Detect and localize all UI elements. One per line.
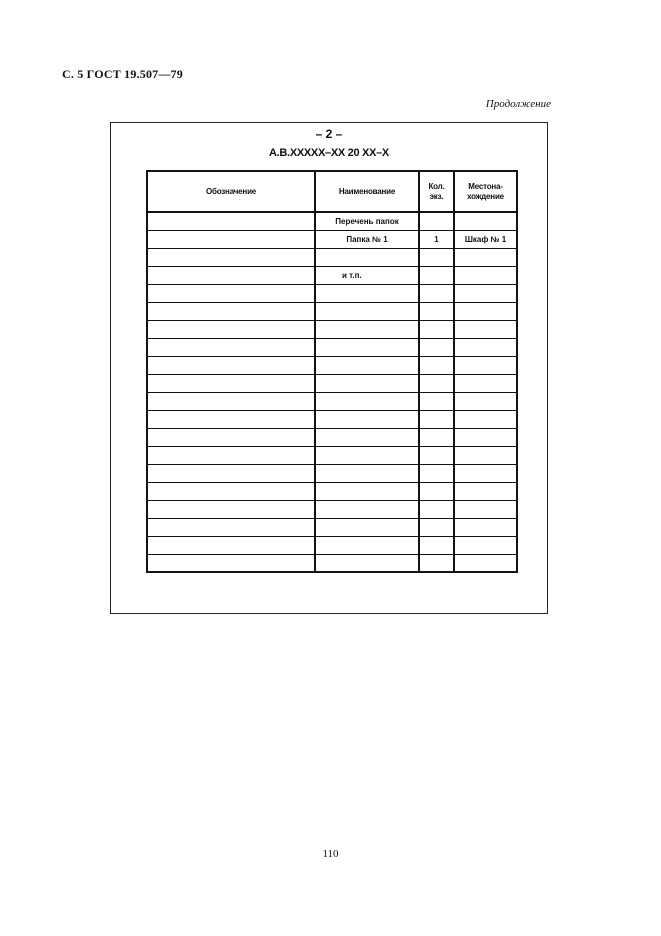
table-row [147, 284, 517, 302]
table-row [147, 464, 517, 482]
cell-designation [147, 248, 315, 266]
cell-location [454, 554, 517, 572]
cell-name [315, 302, 419, 320]
cell-quantity [419, 536, 454, 554]
cell-quantity [419, 284, 454, 302]
cell-quantity [419, 464, 454, 482]
cell-location [454, 518, 517, 536]
cell-name [315, 500, 419, 518]
cell-name [315, 338, 419, 356]
cell-name [315, 536, 419, 554]
table-row [147, 482, 517, 500]
cell-name: Папка № 1 [315, 230, 419, 248]
cell-designation [147, 536, 315, 554]
cell-location [454, 302, 517, 320]
cell-name [315, 428, 419, 446]
cell-quantity [419, 410, 454, 428]
table-row [147, 500, 517, 518]
cell-name [315, 392, 419, 410]
table-row [147, 338, 517, 356]
cell-quantity [419, 482, 454, 500]
cell-quantity [419, 320, 454, 338]
cell-quantity [419, 266, 454, 284]
table-row [147, 212, 517, 230]
table-row [147, 428, 517, 446]
form-frame [110, 122, 548, 614]
cell-name [315, 248, 419, 266]
cell-location [454, 284, 517, 302]
cell-quantity [419, 428, 454, 446]
cell-designation [147, 212, 315, 230]
cell-designation [147, 518, 315, 536]
cell-quantity [419, 248, 454, 266]
cell-location [454, 482, 517, 500]
cell-location [454, 320, 517, 338]
table-row [147, 518, 517, 536]
cell-designation [147, 374, 315, 392]
cell-designation [147, 320, 315, 338]
table-row [147, 356, 517, 374]
cell-designation [147, 446, 315, 464]
table-row [147, 266, 517, 284]
table-row [147, 230, 517, 248]
cell-quantity: 1 [419, 230, 454, 248]
cell-name [315, 284, 419, 302]
column-header-name: Наименование [315, 171, 419, 212]
cell-designation [147, 302, 315, 320]
table-header-row [147, 171, 517, 212]
cell-location [454, 446, 517, 464]
cell-quantity [419, 392, 454, 410]
cell-designation [147, 410, 315, 428]
table-row [147, 302, 517, 320]
cell-location [454, 500, 517, 518]
cell-name: Перечень папок [315, 212, 419, 230]
cell-name [315, 410, 419, 428]
cell-designation [147, 356, 315, 374]
cell-quantity [419, 356, 454, 374]
cell-location [454, 248, 517, 266]
page-number: 110 [322, 848, 339, 860]
cell-designation [147, 338, 315, 356]
cell-location [454, 464, 517, 482]
cell-name: и т.п. [315, 266, 419, 284]
cell-quantity [419, 446, 454, 464]
table-row [147, 392, 517, 410]
column-header-location: Местона-хождение [454, 171, 517, 212]
page-header: С. 5 ГОСТ 19.507—79 [62, 67, 183, 81]
cell-quantity [419, 518, 454, 536]
table-row [147, 446, 517, 464]
table-row [147, 410, 517, 428]
cell-name [315, 356, 419, 374]
table-row [147, 554, 517, 572]
document-code: А.В.XXXXX–XX 20 XX–X [269, 147, 389, 159]
cell-location [454, 392, 517, 410]
sheet-number: – 2 – [315, 127, 343, 141]
continuation-label: Продолжение [485, 98, 551, 110]
cell-designation [147, 464, 315, 482]
cell-designation [147, 482, 315, 500]
cell-quantity [419, 212, 454, 230]
cell-name [315, 464, 419, 482]
cell-designation [147, 428, 315, 446]
cell-designation [147, 230, 315, 248]
specification-table [146, 170, 518, 573]
cell-designation [147, 392, 315, 410]
cell-quantity [419, 554, 454, 572]
cell-location [454, 212, 517, 230]
cell-location [454, 374, 517, 392]
cell-location [454, 428, 517, 446]
cell-name [315, 446, 419, 464]
cell-location [454, 338, 517, 356]
table-row [147, 320, 517, 338]
cell-location [454, 536, 517, 554]
cell-name [315, 374, 419, 392]
cell-name [315, 518, 419, 536]
cell-name [315, 554, 419, 572]
table-row [147, 536, 517, 554]
cell-designation [147, 266, 315, 284]
cell-name [315, 320, 419, 338]
column-header-quantity: Кол. экз. [419, 171, 454, 212]
cell-quantity [419, 500, 454, 518]
table-row [147, 248, 517, 266]
cell-quantity [419, 338, 454, 356]
cell-quantity [419, 302, 454, 320]
cell-name [315, 482, 419, 500]
cell-designation [147, 554, 315, 572]
table-row [147, 374, 517, 392]
cell-designation [147, 500, 315, 518]
cell-location [454, 356, 517, 374]
cell-quantity [419, 374, 454, 392]
cell-designation [147, 284, 315, 302]
cell-location [454, 266, 517, 284]
cell-location: Шкаф № 1 [454, 230, 517, 248]
cell-location [454, 410, 517, 428]
column-header-designation: Обозначение [147, 171, 315, 212]
